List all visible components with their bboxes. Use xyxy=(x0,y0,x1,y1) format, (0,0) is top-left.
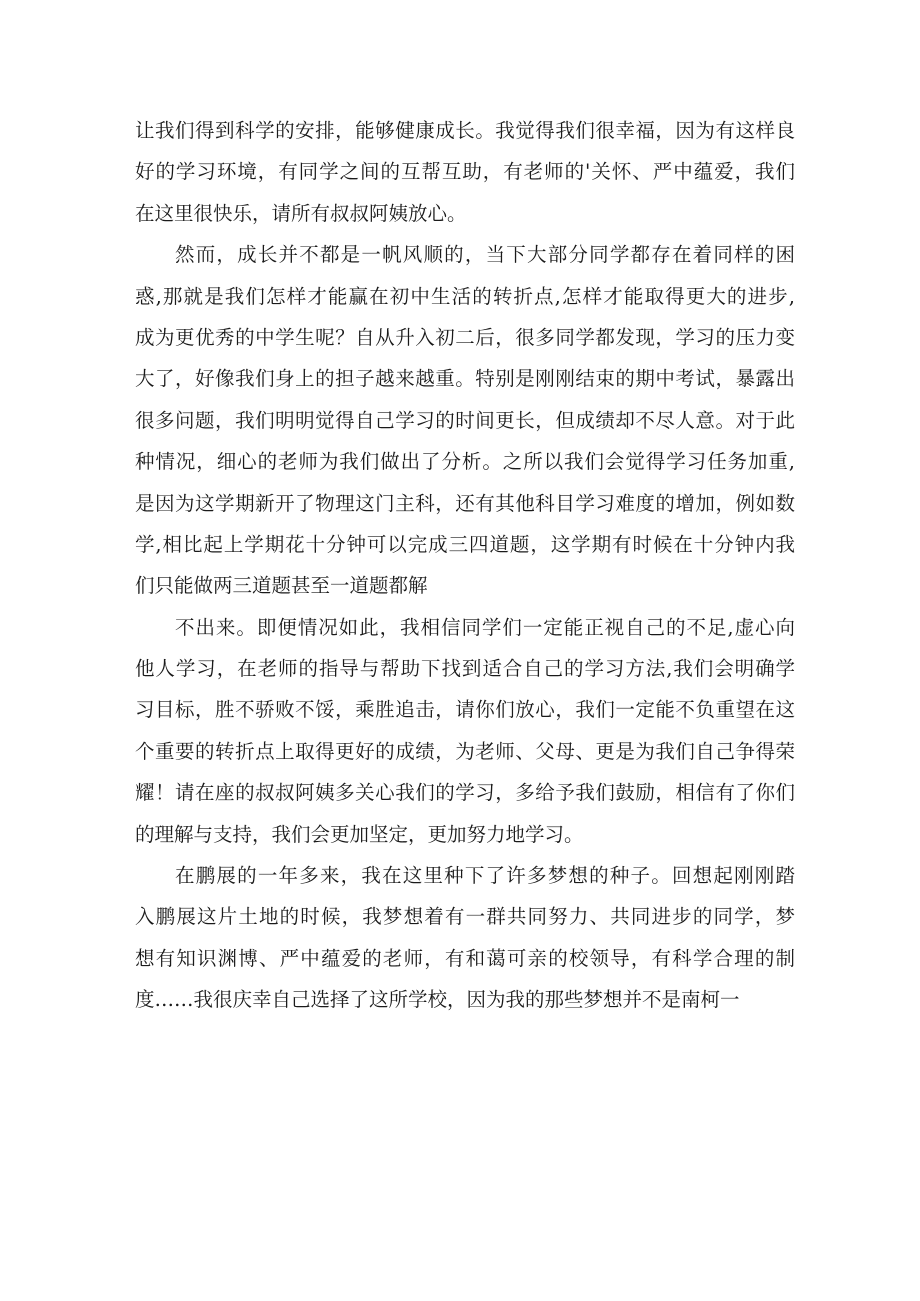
text-line: 们只能做两三道题甚至一道题都解 xyxy=(135,574,428,598)
text-line: 不出来。即便情况如此，我相信同学们一定能正视自己的不足,虚心向 xyxy=(175,615,795,639)
text-line: 在这里很快乐，请所有叔叔阿姨放心。 xyxy=(135,201,467,225)
text-line: 让我们得到科学的安排，能够健康成长。我觉得我们很幸福，因为有这样良 xyxy=(135,119,795,142)
paragraph xyxy=(135,607,795,855)
text-line: 耀！请在座的叔叔阿姨多关心我们的学习，多给予我们鼓励，相信有了你们 xyxy=(135,781,795,805)
text-line: 大了，好像我们身上的担子越来越重。特别是刚刚结束的期中考试，暴露出 xyxy=(135,367,795,391)
text-line: 然而，成长并不都是一帆风顺的，当下大部分同学都存在着同样的困 xyxy=(175,243,795,267)
text-line: 很多问题，我们明明觉得自己学习的时间更长，但成绩却不尽人意。对于此 xyxy=(135,408,795,432)
text-line: 他人学习，在老师的指导与帮助下找到适合自己的学习方法,我们会明确学 xyxy=(135,657,795,681)
text-line: 的理解与支持，我们会更加坚定，更加努力地学习。 xyxy=(135,822,584,846)
paragraph xyxy=(135,234,795,607)
text-line: 想有知识渊博、严中蕴爱的老师，有和蔼可亲的校领导，有科学合理的制 xyxy=(135,946,795,970)
text-line: 入鹏展这片土地的时候，我梦想着有一群共同努力、共同进步的同学，梦 xyxy=(135,905,795,929)
text-line: 好的学习环境，有同学之间的互帮互助，有老师的'关怀、严中蕴爱，我们 xyxy=(135,160,795,184)
text-line: 种情况，细心的老师为我们做出了分析。之所以我们会觉得学习任务加重, xyxy=(135,450,795,474)
paragraph xyxy=(135,855,795,1021)
text-line: 是因为这学期新开了物理这门主科，还有其他科目学习难度的增加，例如数 xyxy=(135,491,795,515)
paragraph xyxy=(135,110,795,234)
text-line: 学,相比起上学期花十分钟可以完成三四道题，这学期有时候在十分钟内我 xyxy=(135,532,795,556)
text-line: 成为更优秀的中学生呢？自从升入初二后，很多同学都发现，学习的压力变 xyxy=(135,325,795,349)
body-text xyxy=(135,110,795,1021)
text-line: 个重要的转折点上取得更好的成绩，为老师、父母、更是为我们自己争得荣 xyxy=(135,739,795,763)
text-line: 习目标，胜不骄败不馁，乘胜追击，请你们放心，我们一定能不负重望在这 xyxy=(135,698,795,722)
text-line: 在鹏展的一年多来，我在这里种下了许多梦想的种子。回想起刚刚踏 xyxy=(175,864,795,888)
text-line: 度……我很庆幸自己选择了这所学校，因为我的那些梦想并不是南柯一 xyxy=(135,988,740,1012)
text-line: 惑,那就是我们怎样才能赢在初中生活的转折点,怎样才能取得更大的进步, xyxy=(135,284,795,308)
